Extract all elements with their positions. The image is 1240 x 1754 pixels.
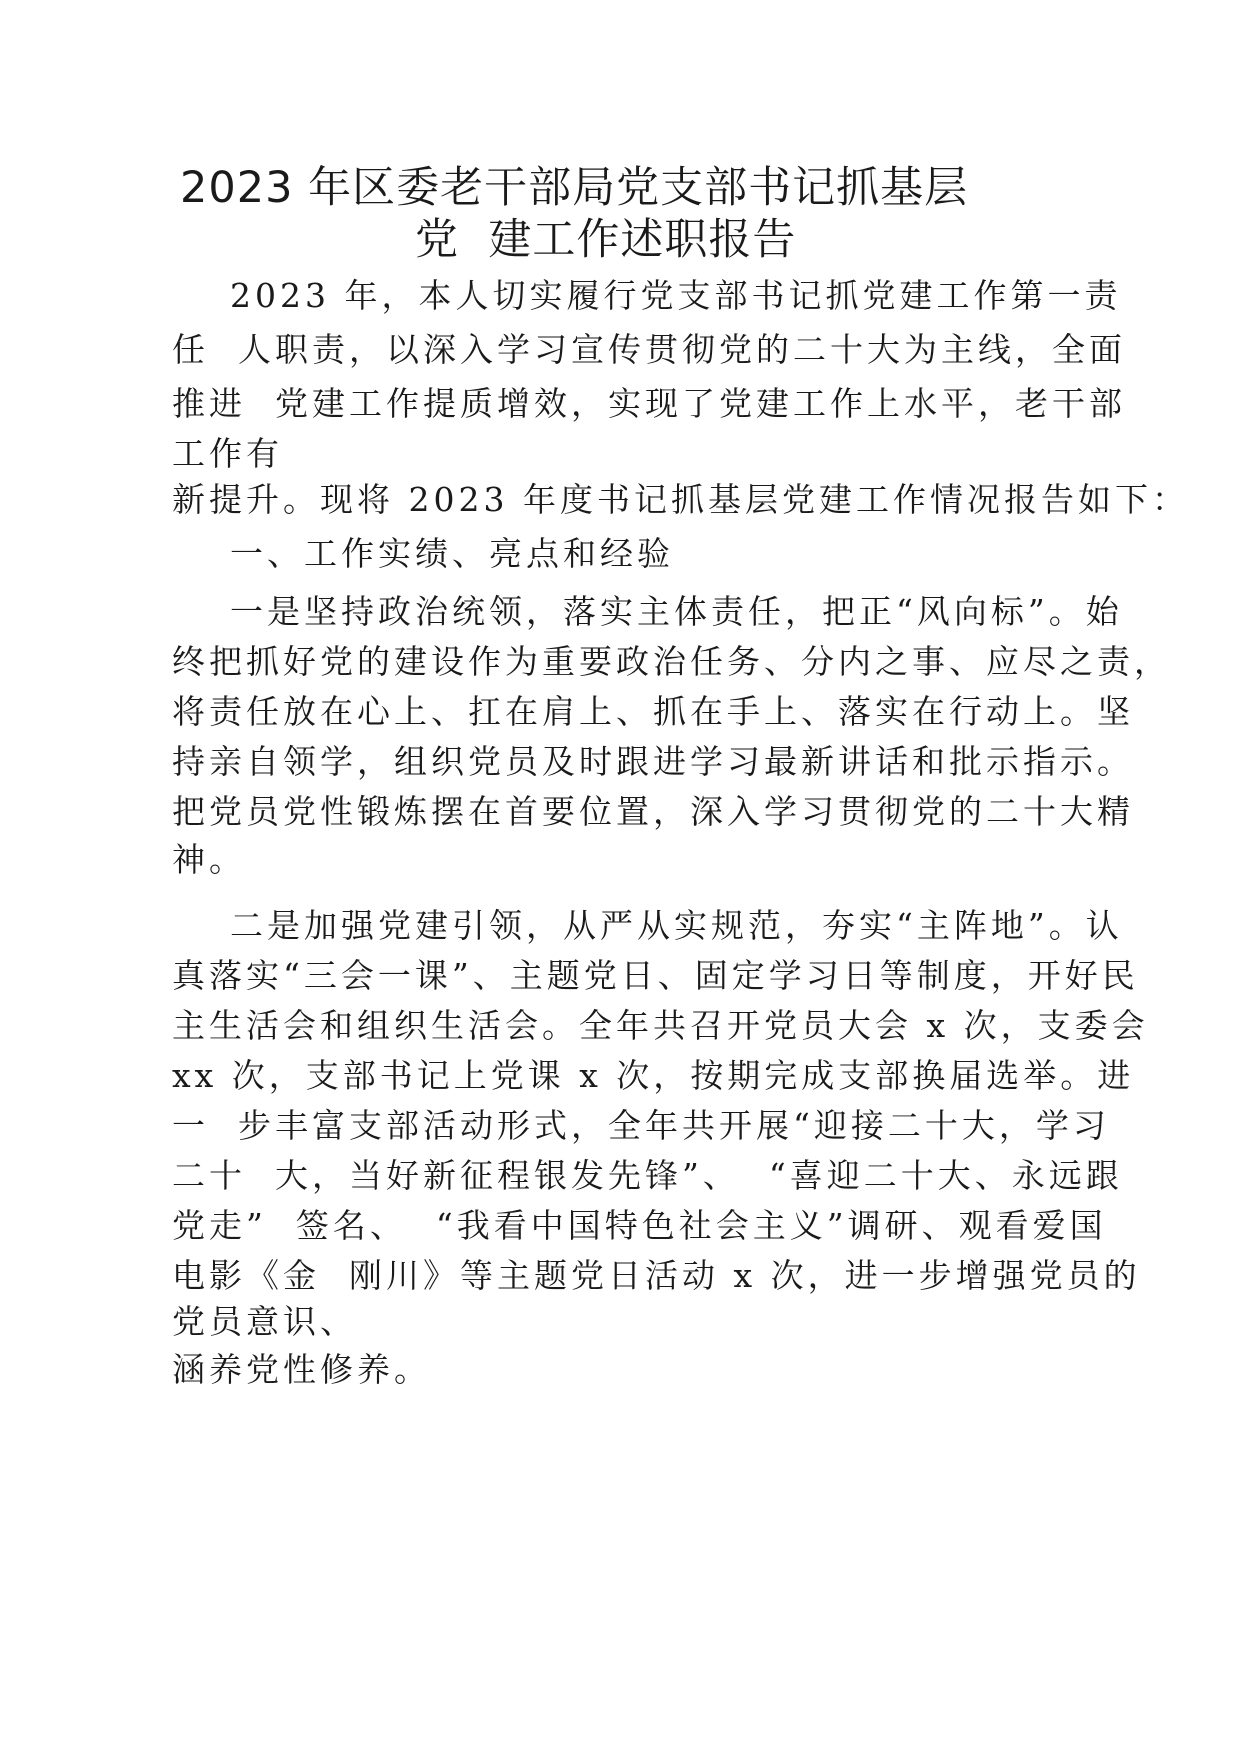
paragraph-line: 主生活会和组织生活会。全年共召开党员大会 x 次，支委会 xyxy=(172,1006,1149,1045)
paragraph-line: 党员意识、 xyxy=(172,1302,357,1341)
paragraph-line: 新提升。现将 2023 年度书记抓基层党建工作情况报告如下： xyxy=(172,480,1189,519)
paragraph-line: 把党员党性锻炼摆在首要位置，深入学习贯彻党的二十大精 xyxy=(172,792,1134,831)
paragraph-line: 终把抓好党的建设作为重要政治任务、分内之事、应尽之责， xyxy=(172,642,1171,681)
paragraph-line: 二是加强党建引领，从严从实规范，夯实“主阵地”。认 xyxy=(230,906,1123,945)
paragraph-line: 工作有 xyxy=(172,434,283,473)
paragraph-line: xx 次，支部书记上党课 x 次，按期完成支部换届选举。进 xyxy=(172,1056,1135,1095)
paragraph-line: 任 人职责，以深入学习宣传贯彻党的二十大为主线，全面 xyxy=(172,330,1126,369)
section-heading: 一、工作实绩、亮点和经验 xyxy=(230,534,674,573)
paragraph-line: 真落实“三会一课”、主题党日、固定学习日等制度，开好民 xyxy=(172,956,1139,995)
document-title-line-2: 党 建工作述职报告 xyxy=(415,215,797,265)
paragraph-line: 推进 党建工作提质增效，实现了党建工作上水平，老干部 xyxy=(172,384,1126,423)
paragraph-line: 电影《金 刚川》等主题党日活动 x 次，进一步增强党员的 xyxy=(172,1256,1141,1295)
paragraph-line: 二十 大，当好新征程银发先锋”、 “喜迎二十大、永远跟 xyxy=(172,1156,1123,1195)
paragraph-line: 持亲自领学，组织党员及时跟进学习最新讲话和批示指示。 xyxy=(172,742,1134,781)
paragraph-line: 将责任放在心上、扛在肩上、抓在手上、落实在行动上。坚 xyxy=(172,692,1134,731)
document-title-line-1: 2023 年区委老干部局党支部书记抓基层 xyxy=(180,163,969,213)
paragraph-line: 涵养党性修养。 xyxy=(172,1350,431,1389)
paragraph-line: 党走” 签名、 “我看中国特色社会主义”调研、观看爱国 xyxy=(172,1206,1107,1245)
paragraph-line: 一 步丰富支部活动形式，全年共开展“迎接二十大，学习 xyxy=(172,1106,1110,1145)
paragraph-line: 一是坚持政治统领，落实主体责任，把正“风向标”。始 xyxy=(230,592,1123,631)
paragraph-line: 2023 年，本人切实履行党支部书记抓党建工作第一责 xyxy=(230,276,1122,315)
paragraph-line: 神。 xyxy=(172,840,246,879)
